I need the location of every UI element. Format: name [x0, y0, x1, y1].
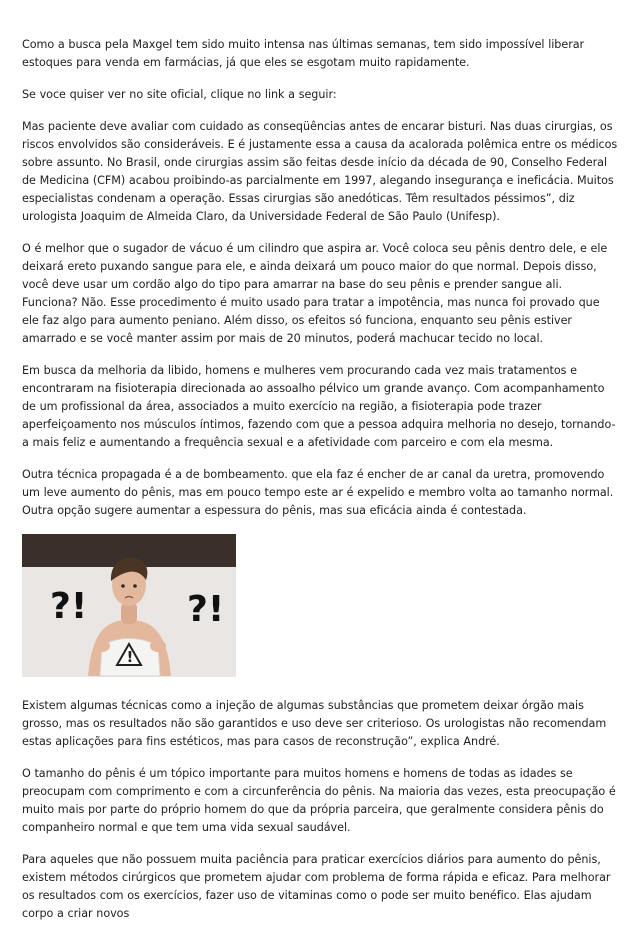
left-hand: [94, 640, 110, 652]
paragraph: Para aqueles que não possuem muita paciência para praticar exercícios diários para aumento do pênis, existem métodos cirúrgicos que prometem ajudar com problema de forma rápida e eficaz. Para melhorar os resultados com os exercícios, fazer uso de vitaminas como o pode ser muito benéfico. Elas ajudam corpo a criar novos: [22, 853, 611, 920]
paragraph: Existem algumas técnicas como a injeção de algumas substâncias que prometem deixar órgão mais grosso, mas os resultados não são garantidos e uso deve ser criterioso. Os urologistas não recomendam estas aplicações para fins estéticos, mas para casos de reconstrução”, explica André.: [22, 699, 607, 748]
paragraph: Outra técnica propagada é a de bombeamento. que ela faz é encher de ar canal da uretra, promovendo um leve aumento do pênis, mas em pouco tempo este ar é expelido e membro volta ao tamanho normal. Outra opção sugere aumentar a espessura do pênis, mas sua eficácia ainda é contestada.: [22, 468, 614, 517]
paragraph: Mas paciente deve avaliar com cuidado as conseqüências antes de encarar bisturi. Nas duas cirurgias, os riscos envolvidos são consideráveis. E é justamente essa a causa da acalorada polêmica entre os médicos sobre assunto. No Brasil, onde cirurgias assim são feitas desde início da década de 90, Conselho Federal de Medicina (CFM) acabou proibindo-as parcialmente em 1997, alegando insegurança e ineficácia. Muitos especialistas condenam a operação. Essas cirurgias são anedóticas. Têm resultados péssimos”, diz urologista Joaquim de Almeida Claro, da Universidade Federal de São Paulo (Unifesp).: [22, 120, 618, 223]
right-hand: [150, 640, 166, 652]
left-question-exclamation-icon: ?!: [50, 586, 88, 627]
paragraph: O tamanho do pênis é um tópico importante para muitos homens e homens de todas as idades se preocupam com comprimento e com a circunferência do pênis. Na maioria das vezes, esta preocupação é muito mais por parte do próprio homem do que da própria parceira, que geralmente considera pênis do companheiro normal e que tem uma vida sexual saudável.: [22, 767, 616, 834]
man-eye: [133, 584, 137, 588]
right-question-exclamation-icon: ?!: [187, 589, 225, 630]
document-page: [22, 36, 618, 937]
paragraph: Em busca da melhoria da libido, homens e mulheres vem procurando cada vez mais tratamentos e encontraram na fisioterapia direcionada ao assoalho pélvico um grande avanço. Com acompanhamento de um profissional da área, associados a muito exercício na região, a fisioterapia pode trazer aperfeiçoamento nos músculos íntimos, fazendo com que a pessoa adquira melhoria no desejo, tornando-a mais feliz e aumentando a frequência sexual e a afetividade com parceiro e com ela mesma.: [22, 364, 616, 449]
man-eye: [121, 584, 125, 588]
worried-man-illustration: [22, 534, 236, 677]
paragraph: Como a busca pela Maxgel tem sido muito intensa nas últimas semanas, tem sido impossível liberar estoques para venda em farmácias, já que eles se esgotam muito rapidamente.: [22, 38, 585, 69]
paragraph: Se voce quiser ver no site oficial, clique no link a seguir:: [22, 88, 337, 101]
paragraph: O é melhor que o sugador de vácuo é um cilindro que aspira ar. Você coloca seu pênis dentro dele, e ele deixará ereto puxando sangue para ele, e ainda deixará um pouco maior do que normal. Depois disso, você deve usar um cordão algo do tipo para amarrar na base do seu pênis e prender sangue ali. Funciona? Não. Esse procedimento é muito usado para tratar a impotência, mas nunca foi provado que ele faz algo para aumento peniano. Além disso, os efeitos só funciona, enquanto seu pênis estiver amarrado e se você manter assim por mais de 20 minutos, poderá machucar tecido no local.: [22, 242, 608, 345]
warning-mark: !: [126, 648, 134, 666]
